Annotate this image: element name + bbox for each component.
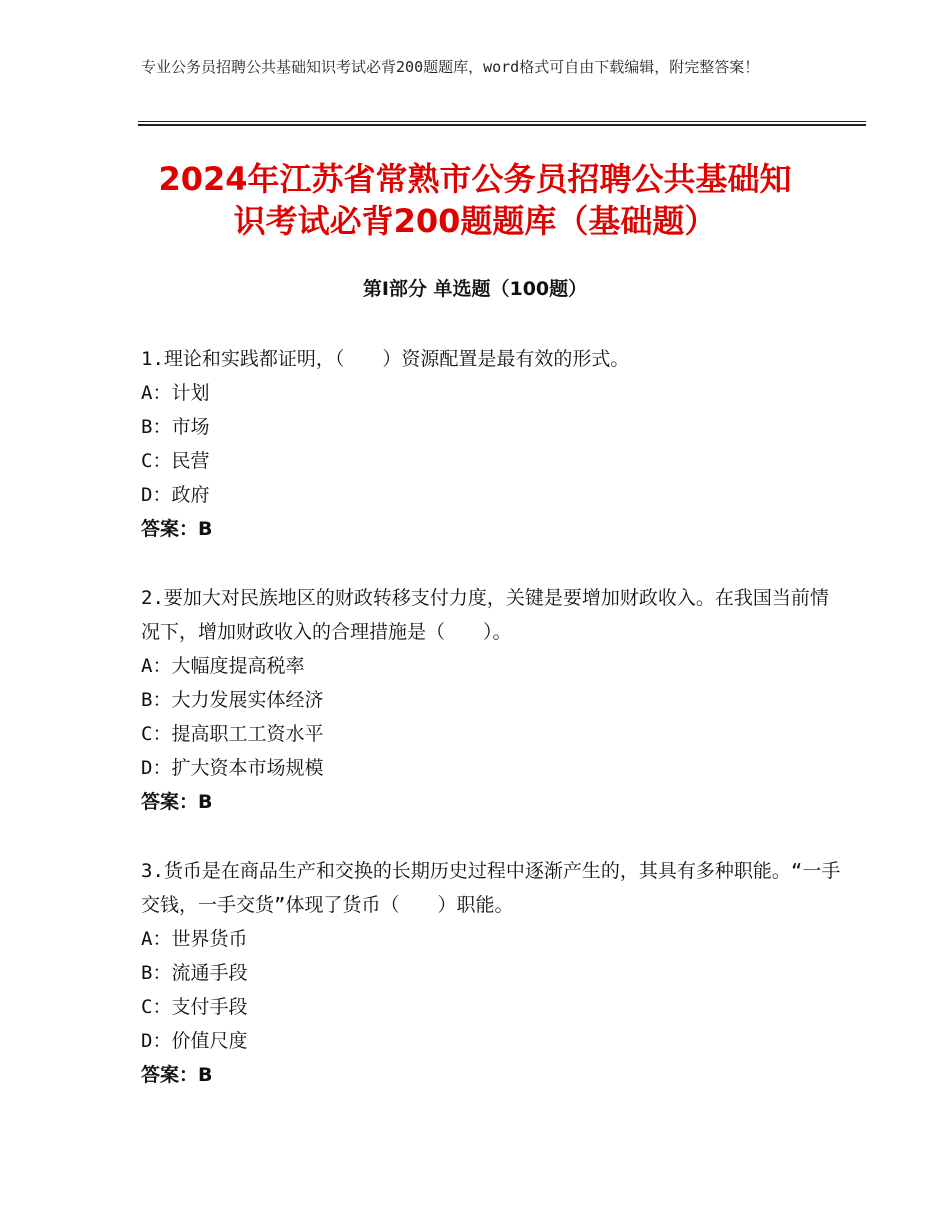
option-d: D：价值尺度: [141, 1030, 248, 1052]
header-note: 专业公务员招聘公共基础知识考试必背200题题库，word格式可自由下载编辑，附完整答案！: [141, 58, 760, 76]
question-stem: 2.要加大对民族地区的财政转移支付力度，关键是要增加财政收入。在我国当前情况下，增加财政收入的合理措施是（ ）。: [141, 587, 829, 643]
header-divider-thick: [138, 124, 866, 126]
option-c: C：支付手段: [141, 996, 248, 1018]
question-3: [141, 854, 841, 1092]
document-title-line-2: 识考试必背200题题库（基础题）: [233, 202, 717, 240]
option-a: A：计划: [141, 382, 210, 404]
option-a: A：世界货币: [141, 928, 248, 950]
document-title-line-1: 2024年江苏省常熟市公务员招聘公共基础知: [158, 160, 792, 198]
option-c: C：提高职工工资水平: [141, 723, 324, 745]
question-stem: 1.理论和实践都证明，（ ）资源配置是最有效的形式。: [141, 348, 630, 370]
option-b: B：大力发展实体经济: [141, 689, 324, 711]
question-1: [141, 342, 841, 546]
option-d: D：扩大资本市场规模: [141, 757, 324, 779]
question-stem: 3.货币是在商品生产和交换的长期历史过程中逐渐产生的，其具有多种职能。“一手交钱，一手交货”体现了货币（ ）职能。: [141, 860, 841, 916]
option-c: C：民营: [141, 450, 210, 472]
section-title: 第I部分 单选题（100题）: [362, 278, 588, 300]
header-divider-thin: [138, 121, 866, 122]
option-d: D：政府: [141, 484, 210, 506]
answer: 答案：B: [141, 791, 213, 813]
option-a: A：大幅度提高税率: [141, 655, 305, 677]
document-title: [100, 158, 850, 242]
question-2: [141, 581, 841, 819]
option-b: B：市场: [141, 416, 210, 438]
answer: 答案：B: [141, 1064, 213, 1086]
option-b: B：流通手段: [141, 962, 248, 984]
answer: 答案：B: [141, 518, 213, 540]
